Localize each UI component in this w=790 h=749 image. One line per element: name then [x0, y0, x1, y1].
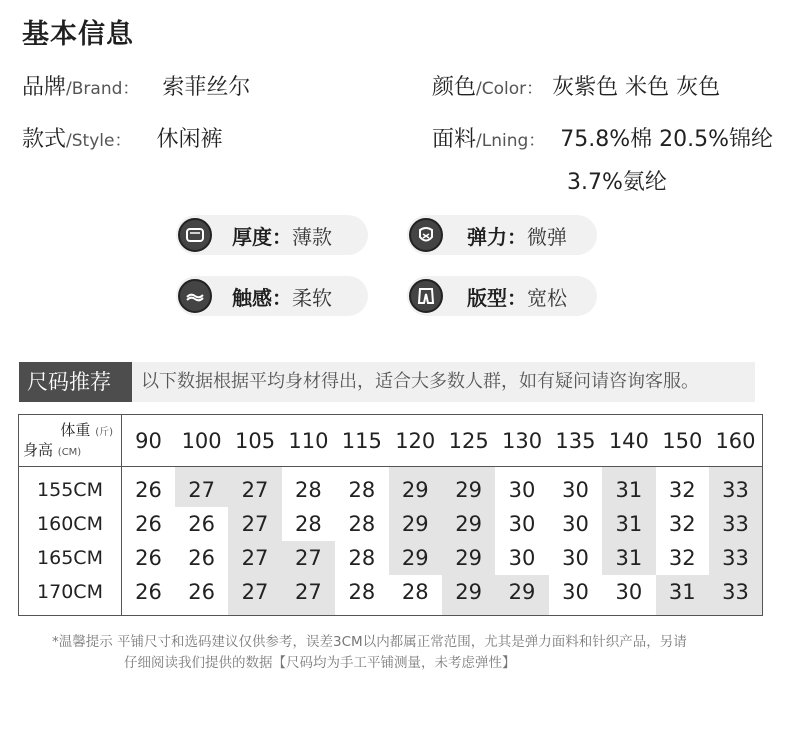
weight-header: 90: [122, 415, 175, 467]
size-cell: 28: [348, 512, 376, 536]
touch-icon: [178, 279, 212, 313]
elasticity-value: 微弹: [527, 224, 567, 249]
size-cell: 33: [709, 507, 763, 541]
size-cell: 29: [495, 575, 548, 616]
fabric-label: 面料: [432, 127, 477, 152]
thickness-key: 厚度：: [232, 224, 292, 249]
size-cell: 32: [668, 478, 696, 502]
size-cell: 28: [348, 546, 376, 570]
size-cell: 29: [389, 507, 442, 541]
fit-key: 版型：: [467, 285, 527, 310]
fabric-sublabel: /Lning：: [476, 131, 546, 151]
table-corner: [19, 415, 122, 467]
table-row: [19, 541, 763, 575]
size-cell: 30: [508, 512, 536, 536]
height-unit: (CM): [57, 447, 82, 458]
elasticity-pill: [407, 215, 597, 255]
style-row: [22, 122, 222, 153]
size-cell: 33: [709, 467, 763, 508]
touch-pill: [176, 276, 368, 316]
table-row: [19, 575, 763, 616]
weight-header: 125: [442, 415, 495, 467]
weight-label: 体重: [60, 421, 91, 439]
size-cell: 31: [602, 467, 655, 508]
size-cell: 33: [709, 575, 763, 616]
size-cell: 29: [389, 467, 442, 508]
size-cell: 27: [228, 467, 281, 508]
size-recommendation-header: [19, 362, 755, 402]
size-note: 以下数据根据平均身材得出，适合大多数人群，如有疑问请咨询客服。: [132, 362, 755, 402]
footnote-line1: *温馨提示 平铺尺寸和选码建议仅供参考，误差3CM以内都属正常范围，尤其是弹力面料和针织产品，另请: [52, 634, 687, 650]
size-tag: 尺码推荐: [19, 362, 132, 402]
footnote-line2: 仔细阅读我们提供的数据【尺码均为手工平铺测量，未考虑弹性】: [124, 655, 516, 671]
size-cell: 27: [228, 507, 281, 541]
size-cell: 26: [135, 512, 162, 536]
size-cell: 26: [135, 580, 162, 604]
weight-header: 150: [656, 415, 709, 467]
size-cell: 33: [709, 541, 763, 575]
size-cell: 28: [295, 478, 322, 502]
size-table: [18, 414, 763, 616]
size-cell: 30: [508, 546, 536, 570]
size-cell: 31: [602, 541, 655, 575]
size-cell: 32: [668, 512, 696, 536]
elasticity-key: 弹力：: [467, 224, 527, 249]
weight-header: 140: [602, 415, 655, 467]
weight-header: 135: [549, 415, 602, 467]
weight-header-row: [19, 415, 763, 467]
size-cell: 26: [188, 512, 215, 536]
table-row: [19, 507, 763, 541]
size-cell: 31: [602, 507, 655, 541]
footnote: [52, 632, 742, 674]
size-cell: 30: [615, 580, 643, 604]
weight-header: 115: [335, 415, 388, 467]
size-cell: 29: [442, 541, 495, 575]
table-row: [19, 467, 763, 508]
size-cell: 30: [562, 580, 589, 604]
brand-sublabel: /Brand：: [66, 79, 140, 99]
size-cell: 26: [188, 546, 215, 570]
color-value: 灰紫色 米色 灰色: [552, 75, 721, 100]
thickness-value: 薄款: [292, 224, 332, 249]
touch-value: 柔软: [292, 285, 332, 310]
size-cell: 29: [389, 541, 442, 575]
height-cell: 155CM: [19, 467, 122, 508]
size-cell: 31: [656, 575, 709, 616]
color-label: 颜色: [432, 75, 477, 100]
style-value: 休闲裤: [156, 127, 223, 152]
weight-header: 160: [709, 415, 763, 467]
size-cell: 27: [282, 575, 335, 616]
weight-header: 120: [389, 415, 442, 467]
size-cell: 30: [562, 546, 589, 570]
size-cell: 29: [442, 507, 495, 541]
size-cell: 30: [508, 478, 536, 502]
size-cell: 30: [562, 512, 589, 536]
weight-header: 110: [282, 415, 335, 467]
color-sublabel: /Color：: [476, 79, 544, 99]
brand-row: [22, 70, 250, 101]
height-label: 身高: [23, 441, 54, 459]
size-cell: 27: [175, 467, 228, 508]
size-cell: 27: [228, 575, 281, 616]
style-sublabel: /Style：: [66, 131, 132, 151]
height-cell: 170CM: [19, 575, 122, 616]
elasticity-icon: [409, 218, 443, 252]
size-cell: 32: [668, 546, 696, 570]
weight-header: 130: [495, 415, 548, 467]
weight-header: 100: [175, 415, 228, 467]
size-cell: 26: [188, 580, 215, 604]
fabric-row: [432, 122, 773, 153]
brand-value: 索菲丝尔: [162, 75, 251, 100]
brand-label: 品牌: [22, 75, 67, 100]
size-cell: 29: [442, 575, 495, 616]
fabric-value: 75.8%棉 20.5%锦纶: [560, 127, 774, 152]
fabric-value-line2: 3.7%氨纶: [567, 170, 667, 195]
section-title: 基本信息: [22, 19, 134, 50]
weight-unit: (斤): [95, 427, 113, 438]
size-cell: 28: [295, 512, 322, 536]
size-cell: 26: [135, 478, 162, 502]
fit-icon: [409, 279, 443, 313]
size-cell: 28: [348, 478, 376, 502]
size-cell: 30: [562, 478, 589, 502]
size-cell: 28: [401, 580, 429, 604]
size-cell: 27: [228, 541, 281, 575]
style-label: 款式: [22, 127, 67, 152]
thickness-pill: [176, 215, 368, 255]
height-cell: 165CM: [19, 541, 122, 575]
color-row: [432, 70, 720, 101]
fit-value: 宽松: [527, 285, 567, 310]
size-cell: 28: [348, 580, 376, 604]
fit-pill: [407, 276, 597, 316]
size-cell: 27: [282, 541, 335, 575]
height-cell: 160CM: [19, 507, 122, 541]
weight-header: 105: [228, 415, 281, 467]
fabric-thickness-icon: [178, 218, 212, 252]
touch-key: 触感：: [232, 285, 292, 310]
size-cell: 29: [442, 467, 495, 508]
size-cell: 26: [135, 546, 162, 570]
